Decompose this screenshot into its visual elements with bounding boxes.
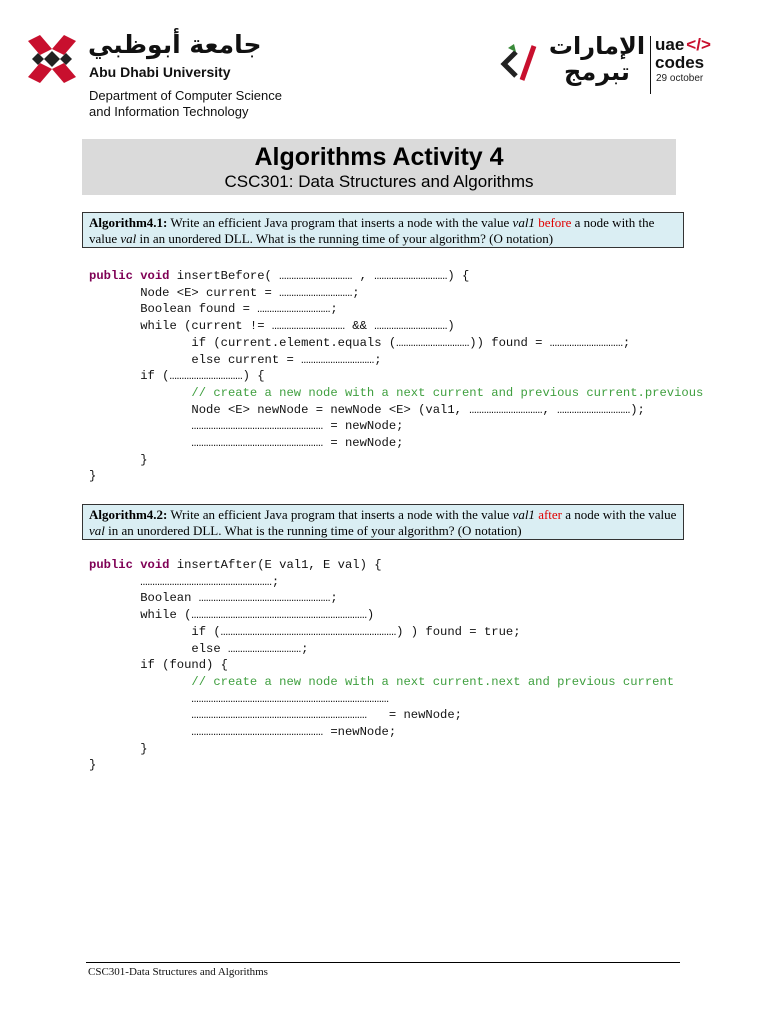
algorithm-2-label: Algorithm4.2: — [89, 507, 168, 522]
code-line: ……………………………………………………………… = newNode; — [89, 708, 462, 723]
code-line: ……………………………………………… =newNode; — [89, 725, 397, 740]
code-line: ………………………………………………; — [89, 574, 280, 589]
department-line-2: and Information Technology — [89, 104, 249, 119]
code-line: ……………………………………………… = newNode; — [89, 419, 404, 434]
algorithm-2-text-b: a node with the value — [562, 507, 677, 522]
algorithm-2-var2: val — [89, 523, 105, 538]
university-name: Abu Dhabi University — [89, 64, 231, 80]
algorithm-2-text-c: in an unordered DLL. What is the running time of your algorithm? (O notation) — [104, 523, 522, 538]
page-title: Algorithms Activity 4 — [254, 143, 504, 171]
code-line: } — [89, 452, 148, 467]
algorithm-2-text-a: Write an efficient Java program that inserts a node with the value — [167, 507, 513, 522]
uae-codes-line-2: codes — [655, 53, 705, 72]
code-line: else current = …………………………; — [89, 352, 382, 367]
algorithm-1-prompt — [82, 212, 684, 248]
code-line: Node <E> current = …………………………; — [89, 285, 360, 300]
code-tag-icon: </> — [686, 35, 711, 54]
code-line: if (…………………………) { — [89, 369, 265, 384]
algorithm-1-var1: val1 — [512, 215, 535, 230]
code-line: // create a new node with a next current and previous current.previous — [89, 385, 704, 400]
footer-divider — [86, 962, 680, 963]
uae-codes-logo-text — [655, 36, 711, 72]
university-name-arabic: جامعة أبوظبي — [88, 30, 262, 59]
course-subtitle: CSC301: Data Structures and Algorithms — [224, 172, 534, 191]
code-line: } — [89, 741, 148, 756]
code-line: if (………………………………………………………………) ) found = true; — [89, 624, 521, 639]
code-line: Boolean ………………………………………………; — [89, 591, 338, 606]
algorithm-2-keyword: after — [538, 507, 562, 522]
code-line: ……………………………………………… = newNode; — [89, 436, 404, 451]
algorithm-1-label: Algorithm4.1: — [89, 215, 168, 230]
algorithm-1-text-c: in an unordered DLL. What is the running time of your algorithm? (O notation) — [136, 231, 554, 246]
code-line: else …………………………; — [89, 641, 309, 656]
header-divider — [650, 36, 651, 94]
code-line: while (current != ………………………… && …………………………) — [89, 319, 455, 334]
code-line: while (………………………………………………………………) — [89, 608, 375, 623]
code-line: Boolean found = …………………………; — [89, 302, 338, 317]
algorithm-1-var2: val — [120, 231, 137, 246]
algorithm-1-code — [89, 268, 703, 485]
code-line: Node <E> newNode = newNode <E> (val1, …………………………, …………………………); — [89, 402, 645, 417]
abu-dhabi-university-logo — [26, 33, 78, 85]
uae-codes-mark-icon — [500, 42, 548, 84]
department-name — [89, 88, 282, 120]
uae-codes-line-1: uae — [655, 35, 685, 54]
algorithm-2-var1: val1 — [512, 507, 535, 522]
algorithm-2-code — [89, 557, 674, 774]
code-line: if (found) { — [89, 658, 228, 673]
algorithm-1-keyword: before — [538, 215, 572, 230]
code-line: public void insertAfter(E val1, E val) { — [89, 558, 382, 572]
code-line: // create a new node with a next current.next and previous current — [89, 674, 675, 689]
code-line: ……………………………………………………………………… — [89, 691, 389, 706]
uae-codes-date: 29 october — [656, 73, 704, 84]
algorithm-1-text-a: Write an efficient Java program that inserts a node with the value — [167, 215, 513, 230]
code-line: public void insertBefore( ………………………… , …………………………) { — [89, 269, 470, 283]
department-line-1: Department of Computer Science — [89, 88, 282, 103]
algorithm-2-prompt — [82, 504, 684, 540]
title-block — [82, 139, 676, 195]
code-line: } — [89, 758, 97, 773]
code-line: } — [89, 469, 97, 484]
algorithm-1-text-b: a node with the value — [89, 215, 655, 246]
uae-codes-arabic: الإمارات تبرمج — [548, 32, 646, 86]
footer-course: CSC301-Data Structures and Algorithms — [88, 966, 268, 978]
code-line: if (current.element.equals (…………………………)) found = …………………………; — [89, 335, 631, 350]
